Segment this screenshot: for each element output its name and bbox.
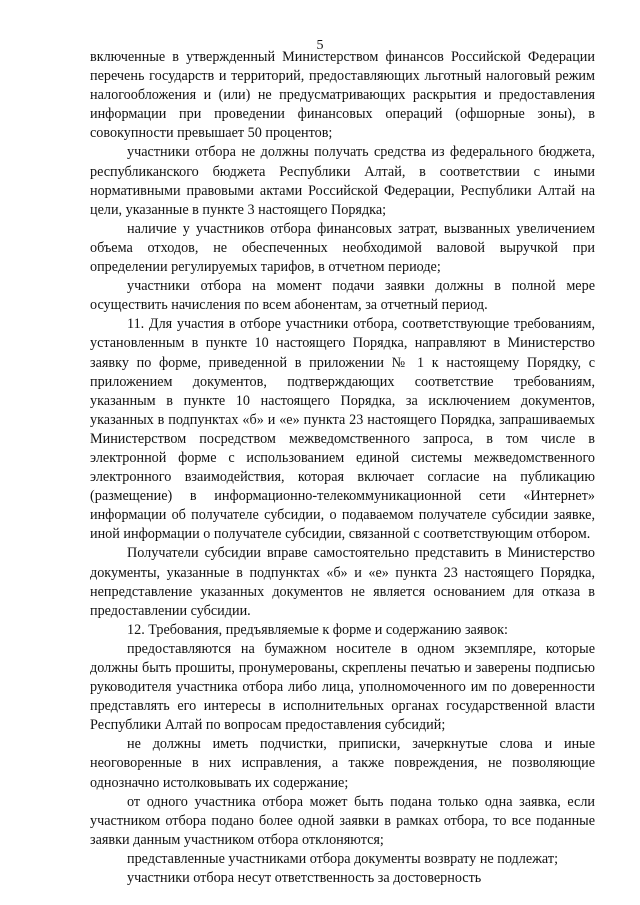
- paragraph-item-12-heading: 12. Требования, предъявляемые к форме и содержанию заявок:: [127, 621, 508, 638]
- document-body: [90, 48, 595, 888]
- paragraph-responsibility: участники отбора несут ответственность за достоверность: [127, 870, 482, 887]
- paragraph-paper-copy: предоставляются на бумажном носителе в одном экземпляре, которые должны быть прошиты, пронумерованы, скреплены печатью и заверены подписью руководителя участника отбора либо лица, уполномоченного им по доверенности представлять его интересы в исполнительных органах государственной власти Республики Алтай по вопросам предоставления субсидий;: [90, 640, 595, 734]
- paragraph-offshore-zones: включенные в утвержденный Министерством финансов Российской Федерации перечень государств и территорий, предоставляющих льготный налоговый режим налогообложения и (или) не предусматривающих раскрытия и предоставления информации при проведении финансовых операций (офшорные зоны), в совокупности превышает 50 процентов;: [90, 49, 595, 142]
- paragraph-accruals: участники отбора на момент подачи заявки должны в полной мере осуществить начисления по всем абонентам, за отчетный период.: [90, 278, 595, 314]
- paragraph-item-11: 11. Для участия в отборе участники отбора, соответствующие требованиям, установленным в пункте 10 настоящего Порядка, направляют в Министерство заявку по форме, приведенной в приложении № 1 к настоящему Порядку, с приложением документов, подтверждающих соответствие требованиям, указанным в пункте 10 настоящего Порядка, за исключением документов, указанных в подпунктах «б» и «е» пункта 23 настоящего Порядка, запрашиваемых Министерством посредством межведомственного запроса, в том числе в электронной форме с использованием единой системы межведомственного электронного взаимодействия, которая включает согласие на публикацию (размещение) в информационно-телекоммуникационной сети «Интернет» информации об получателе субсидии, о подаваемом получателе субсидии заявке, иной информации о получателе субсидии, связанной с соответствующим отбором.: [90, 316, 595, 543]
- paragraph-one-application: от одного участника отбора может быть подана только одна заявка, если участником отбора подано более одной заявки в рамках отбора, то все поданные заявки данным участником отбора отклоняются;: [90, 793, 595, 848]
- page-number: 5: [316, 38, 324, 53]
- paragraph-no-corrections: не должны иметь подчистки, приписки, зачеркнутые слова и иные неоговоренные в них исправления, а также повреждения, не позволяющие однозначно истолковывать их содержание;: [90, 736, 595, 791]
- paragraph-recipients-right: Получатели субсидии вправе самостоятельно представить в Министерство документы, указанные в подпунктах «б» и «е» пункта 23 настоящего Порядка, непредставление указанных документов не является основанием для отказа в предоставлении субсидии.: [90, 545, 595, 619]
- paragraph-no-budget-funds: участники отбора не должны получать средства из федерального бюджета, республиканского бюджета Республики Алтай, в соответствии с иными нормативными правовыми актами Российской Федерации, Республики Алтай на цели, указанные в пункте 3 настоящего Порядка;: [90, 144, 595, 218]
- paragraph-not-returned: представленные участниками отбора документы возврату не подлежат;: [127, 850, 559, 867]
- paragraph-financial-costs: наличие у участников отбора финансовых затрат, вызванных увеличением объема отходов, не обеспеченных необходимой валовой выручкой при определении регулируемых тарифов, в отчетном периоде;: [90, 220, 595, 276]
